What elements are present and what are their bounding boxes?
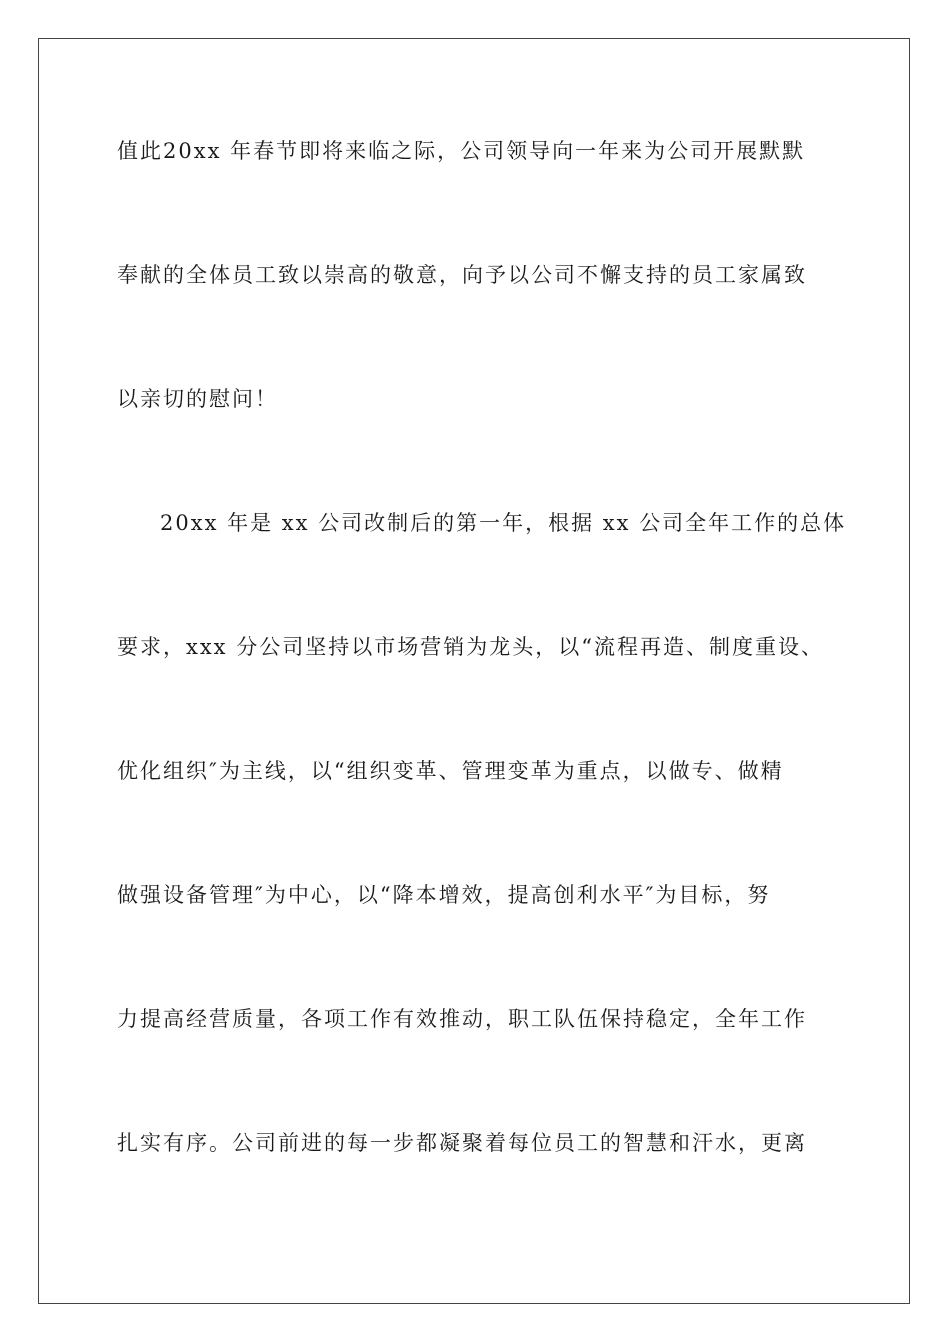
paragraph-2-line-5: 力提高经营质量，各项工作有效推动，职工队伍保持稳定，全年工作: [117, 1007, 807, 1031]
page-border: [38, 38, 910, 1304]
paragraph-2-line-1: 20xx 年是 xx 公司改制后的第一年，根据 xx 公司全年工作的总体: [160, 511, 847, 535]
paragraph-1-line-1: 值此20xx 年春节即将来临之际，公司领导向一年来为公司开展默默: [117, 139, 806, 163]
paragraph-2-line-6: 扎实有序。公司前进的每一步都凝聚着每位员工的智慧和汗水，更离: [117, 1131, 807, 1155]
paragraph-1-line-3: 以亲切的慰问！: [117, 387, 278, 411]
paragraph-1-line-2: 奉献的全体员工致以崇高的敬意，向予以公司不懈支持的员工家属致: [117, 263, 807, 287]
paragraph-2-line-3: 优化组织″为主线，以“组织变革、管理变革为重点，以做专、做精: [117, 759, 784, 783]
paragraph-2-line-4: 做强设备管理″为中心，以“降本增效，提高创利水平″为目标，努: [117, 883, 771, 907]
paragraph-2-line-2: 要求，xxx 分公司坚持以市场营销为龙头，以“流程再造、制度重设、: [117, 635, 824, 659]
